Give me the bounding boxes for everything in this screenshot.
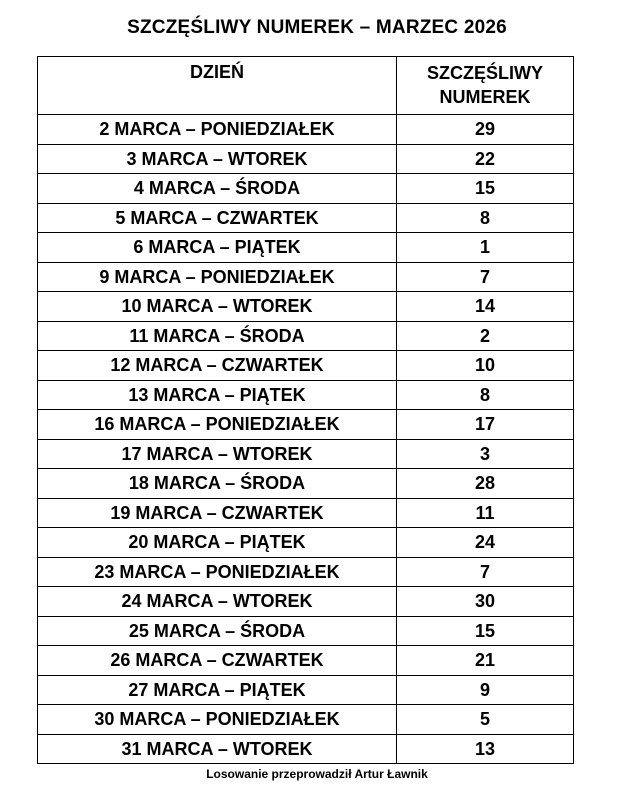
table-row xyxy=(38,498,574,528)
table-row xyxy=(38,321,574,351)
table-row xyxy=(38,203,574,233)
day-cell: 9 MARCA – PONIEDZIAŁEK xyxy=(38,262,397,292)
lucky-number-cell: 9 xyxy=(397,675,574,705)
lucky-number-cell: 11 xyxy=(397,498,574,528)
day-cell: 6 MARCA – PIĄTEK xyxy=(38,233,397,263)
lucky-number-cell: 10 xyxy=(397,351,574,381)
table-body xyxy=(38,115,574,764)
lucky-number-cell: 5 xyxy=(397,705,574,735)
page-title: SZCZĘŚLIWY NUMEREK – MARZEC 2026 xyxy=(127,17,507,38)
day-cell: 27 MARCA – PIĄTEK xyxy=(38,675,397,705)
footer-note: Losowanie przeprowadził Artur Ławnik xyxy=(206,767,428,781)
table-row xyxy=(38,351,574,381)
day-cell: 25 MARCA – ŚRODA xyxy=(38,616,397,646)
lucky-number-cell: 14 xyxy=(397,292,574,322)
table-row xyxy=(38,705,574,735)
lucky-number-cell: 13 xyxy=(397,734,574,764)
lucky-number-cell: 1 xyxy=(397,233,574,263)
day-cell: 23 MARCA – PONIEDZIAŁEK xyxy=(38,557,397,587)
table-row xyxy=(38,292,574,322)
table-row xyxy=(38,380,574,410)
column-header-day: DZIEŃ xyxy=(38,57,397,115)
column-header-lucky-number-line2: NUMEREK xyxy=(439,87,531,107)
day-cell: 13 MARCA – PIĄTEK xyxy=(38,380,397,410)
column-header-lucky-number-line1: SZCZĘŚLIWY xyxy=(427,63,543,83)
table-row xyxy=(38,144,574,174)
day-cell: 10 MARCA – WTOREK xyxy=(38,292,397,322)
day-cell: 2 MARCA – PONIEDZIAŁEK xyxy=(38,115,397,145)
lucky-number-cell: 8 xyxy=(397,380,574,410)
table-header-row xyxy=(38,57,574,115)
table-row xyxy=(38,233,574,263)
day-cell: 24 MARCA – WTOREK xyxy=(38,587,397,617)
table-row xyxy=(38,528,574,558)
lucky-number-cell: 8 xyxy=(397,203,574,233)
lucky-number-cell: 21 xyxy=(397,646,574,676)
day-cell: 3 MARCA – WTOREK xyxy=(38,144,397,174)
lucky-number-cell: 29 xyxy=(397,115,574,145)
lucky-number-cell: 7 xyxy=(397,557,574,587)
table-row xyxy=(38,410,574,440)
day-cell: 18 MARCA – ŚRODA xyxy=(38,469,397,499)
column-header-lucky-number xyxy=(397,57,574,115)
table-row xyxy=(38,439,574,469)
day-cell: 17 MARCA – WTOREK xyxy=(38,439,397,469)
lucky-number-cell: 28 xyxy=(397,469,574,499)
lucky-number-cell: 17 xyxy=(397,410,574,440)
table-row xyxy=(38,174,574,204)
table-row xyxy=(38,262,574,292)
lucky-number-cell: 7 xyxy=(397,262,574,292)
day-cell: 26 MARCA – CZWARTEK xyxy=(38,646,397,676)
day-cell: 11 MARCA – ŚRODA xyxy=(38,321,397,351)
table-row xyxy=(38,675,574,705)
day-cell: 30 MARCA – PONIEDZIAŁEK xyxy=(38,705,397,735)
table-row xyxy=(38,734,574,764)
lucky-number-cell: 3 xyxy=(397,439,574,469)
table-row xyxy=(38,469,574,499)
lucky-number-cell: 22 xyxy=(397,144,574,174)
table-row xyxy=(38,587,574,617)
day-cell: 16 MARCA – PONIEDZIAŁEK xyxy=(38,410,397,440)
day-cell: 19 MARCA – CZWARTEK xyxy=(38,498,397,528)
day-cell: 20 MARCA – PIĄTEK xyxy=(38,528,397,558)
day-cell: 31 MARCA – WTOREK xyxy=(38,734,397,764)
day-cell: 12 MARCA – CZWARTEK xyxy=(38,351,397,381)
lucky-number-cell: 2 xyxy=(397,321,574,351)
table-row xyxy=(38,616,574,646)
day-cell: 5 MARCA – CZWARTEK xyxy=(38,203,397,233)
table-row xyxy=(38,115,574,145)
lucky-number-cell: 15 xyxy=(397,174,574,204)
lucky-number-cell: 24 xyxy=(397,528,574,558)
lucky-number-cell: 30 xyxy=(397,587,574,617)
day-cell: 4 MARCA – ŚRODA xyxy=(38,174,397,204)
lucky-number-table xyxy=(37,56,574,764)
table-row xyxy=(38,557,574,587)
lucky-number-cell: 15 xyxy=(397,616,574,646)
table-row xyxy=(38,646,574,676)
